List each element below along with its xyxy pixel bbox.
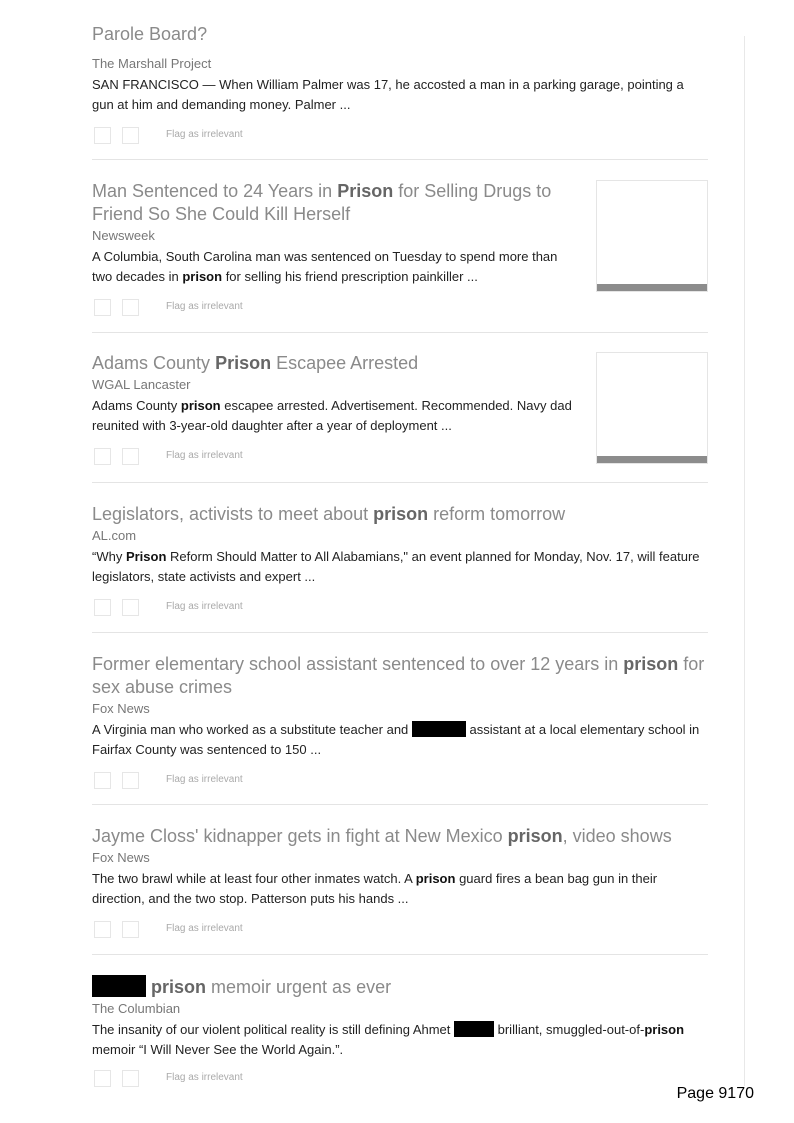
news-snippet: Adams County prison escapee arrested. Advertisement. Recommended. Navy dad reunited with 3-year-old daughter after a year of deployment ...: [92, 398, 572, 433]
thumbnail-bar: [597, 284, 707, 291]
item-actions: [92, 772, 708, 792]
page-number: Page 9170: [676, 1085, 754, 1102]
flag-irrelevant-link[interactable]: Flag as irrelevant: [166, 774, 243, 785]
item-actions: [92, 127, 708, 147]
news-title[interactable]: prison memoir urgent as ever: [92, 975, 708, 999]
news-snippet: The insanity of our violent political reality is still defining Ahmet brilliant, smuggled-out-of-prison memoir “I Will Never See the World Again.”.: [92, 1022, 685, 1057]
news-item: [92, 975, 708, 1090]
news-source: The Columbian: [92, 1001, 181, 1016]
thumbnail-bar: [597, 456, 707, 463]
news-source: Fox News: [92, 850, 150, 865]
news-snippet: A Columbia, South Carolina man was sentenced on Tuesday to spend more than two decades in prison for selling his friend prescription painkiller ...: [92, 249, 558, 284]
thumbs-down-checkbox[interactable]: [122, 448, 139, 465]
news-snippet: A Virginia man who worked as a substitute teacher and assistant at a local elementary school in Fairfax County was sentenced to 150 ...: [92, 722, 700, 757]
news-title[interactable]: Adams County Prison Escapee Arrested: [92, 353, 419, 373]
flag-irrelevant-link[interactable]: Flag as irrelevant: [166, 1072, 243, 1083]
thumbs-up-checkbox[interactable]: [94, 772, 111, 789]
news-source: The Marshall Project: [92, 56, 212, 71]
divider: [92, 954, 708, 955]
flag-irrelevant-link[interactable]: Flag as irrelevant: [166, 301, 243, 312]
news-title[interactable]: Former elementary school assistant sentenced to over 12 years in prison for sex abuse crimes: [92, 654, 705, 697]
thumbs-up-checkbox[interactable]: [94, 448, 111, 465]
thumbs-up-checkbox[interactable]: [94, 127, 111, 144]
thumbs-up-checkbox[interactable]: [94, 299, 111, 316]
divider: [92, 632, 708, 633]
divider: [92, 332, 708, 333]
news-item: [92, 653, 708, 792]
thumbs-up-checkbox[interactable]: [94, 921, 111, 938]
redaction-block: [92, 975, 146, 997]
flag-irrelevant-link[interactable]: Flag as irrelevant: [166, 601, 243, 612]
item-actions: [92, 921, 708, 941]
item-actions: [92, 599, 708, 619]
news-snippet: The two brawl while at least four other inmates watch. A prison guard fires a bean bag gun in their direction, and the two stop. Patterson puts his hands ...: [92, 871, 658, 906]
news-source: Fox News: [92, 701, 150, 716]
redaction-block: [454, 1021, 494, 1037]
flag-irrelevant-link[interactable]: Flag as irrelevant: [166, 129, 243, 140]
news-thumbnail[interactable]: [596, 180, 708, 292]
news-item: [92, 54, 708, 147]
redaction-block: [412, 721, 466, 737]
page-right-rule: [744, 36, 745, 1086]
thumbs-up-checkbox[interactable]: [94, 1070, 111, 1087]
divider: [92, 482, 708, 483]
news-title[interactable]: Jayme Closs' kidnapper gets in fight at New Mexico prison, video shows: [92, 826, 672, 846]
news-thumbnail[interactable]: [596, 352, 708, 464]
news-source: AL.com: [92, 528, 137, 543]
thumbs-down-checkbox[interactable]: [122, 127, 139, 144]
news-snippet: “Why Prison Reform Should Matter to All Alabamians," an event planned for Monday, Nov. 17, will feature legislators, state activists and expert ...: [92, 549, 700, 584]
item-actions: [92, 299, 708, 319]
news-title[interactable]: Legislators, activists to meet about prison reform tomorrow: [92, 504, 566, 524]
news-title[interactable]: Parole Board?: [92, 26, 208, 44]
news-source: Newsweek: [92, 228, 155, 243]
flag-irrelevant-link[interactable]: Flag as irrelevant: [166, 923, 243, 934]
thumbs-down-checkbox[interactable]: [122, 921, 139, 938]
news-item: [92, 503, 708, 619]
thumbs-up-checkbox[interactable]: [94, 599, 111, 616]
news-source: WGAL Lancaster: [92, 377, 191, 392]
news-item: [92, 825, 708, 941]
divider: [92, 159, 708, 160]
divider: [92, 804, 708, 805]
thumbs-down-checkbox[interactable]: [122, 599, 139, 616]
flag-irrelevant-link[interactable]: Flag as irrelevant: [166, 450, 243, 461]
thumbs-down-checkbox[interactable]: [122, 299, 139, 316]
item-actions: [92, 1070, 708, 1090]
news-title[interactable]: Man Sentenced to 24 Years in Prison for Selling Drugs to Friend So She Could Kill Herself: [92, 181, 552, 224]
thumbs-down-checkbox[interactable]: [122, 772, 139, 789]
news-snippet: SAN FRANCISCO — When William Palmer was 17, he accosted a man in a parking garage, pointing a gun at him and demanding money. Palmer ...: [92, 77, 684, 112]
thumbs-down-checkbox[interactable]: [122, 1070, 139, 1087]
